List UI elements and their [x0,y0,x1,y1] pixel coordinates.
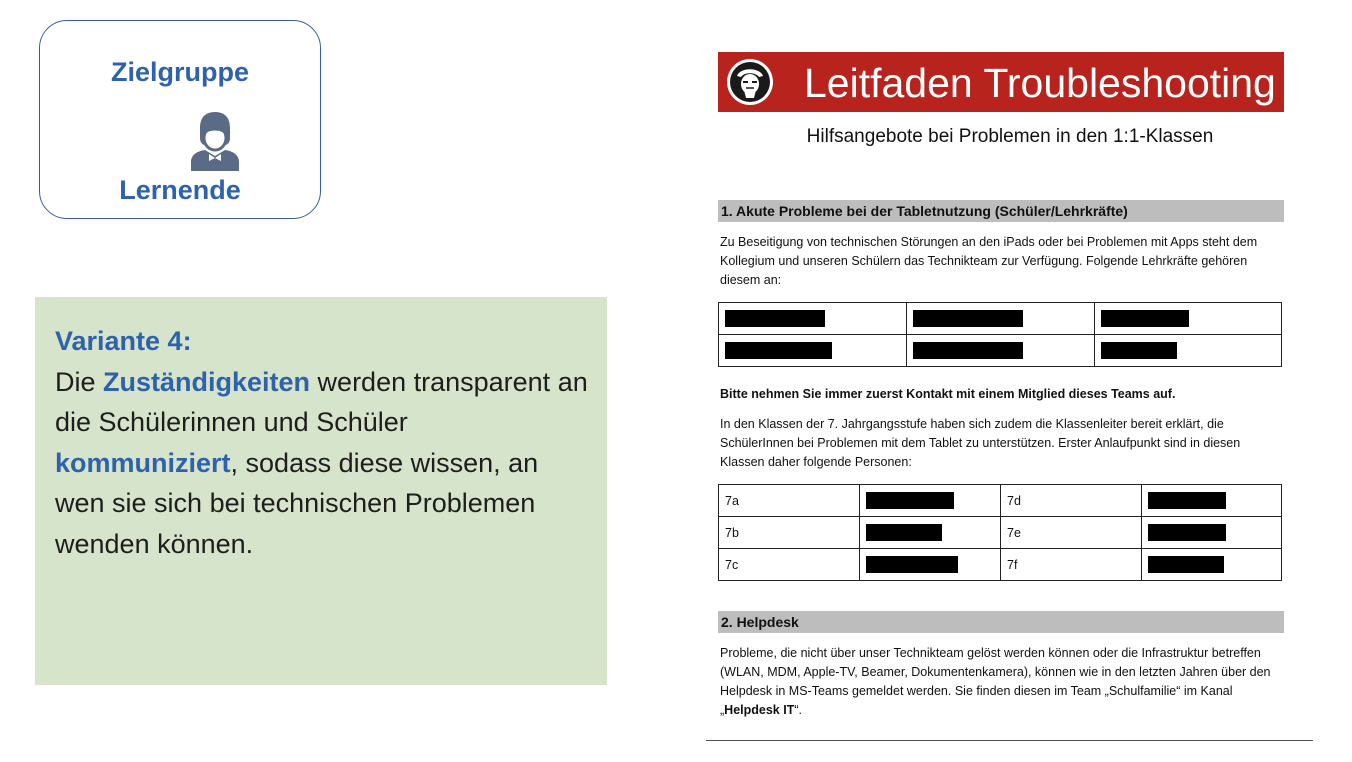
variant-text-segment: Die [55,366,104,397]
redaction-bar [1148,556,1224,573]
person-icon [189,109,241,171]
variant-box [35,297,607,685]
redaction-bar [1148,524,1226,541]
section-heading-2: 2. Helpdesk [718,611,1284,633]
table-row [719,485,1282,517]
redaction-bar [913,310,1023,327]
redaction-bar [866,524,942,541]
class-label: 7a [719,485,860,517]
variant-text-segment: , sodass diese wissen, an wen sie sich bei technischen Problemen wenden können. [55,447,539,559]
class-label: 7b [719,517,860,549]
redaction-bar [1101,342,1177,359]
variant-text-segment: werden transparent an die Schülerinnen und Schüler [55,366,588,437]
table-row [719,549,1282,581]
redaction-bar [725,310,825,327]
class-contacts-table [718,484,1282,581]
tech-team-table [718,302,1282,367]
section-heading-1: 1. Akute Probleme bei der Tabletnutzung (Schüler/Lehrkräfte) [718,200,1284,222]
table-row [719,517,1282,549]
variant-highlight-kommuniziert: kommuniziert [55,447,231,478]
variant-highlight-zustaendigkeiten: Zuständigkeiten [103,366,311,397]
helpdesk-channel: Helpdesk IT [724,703,795,717]
section1-intro: Zu Beseitigung von technischen Störungen an den iPads oder bei Problemen mit Apps steht dem Kollegium und unseren Schülern das Technikteam zur Verfügung. Folgende Lehrkräfte gehören diesem an: [720,235,1258,287]
class-label: 7f [1001,549,1142,581]
logo-icon [726,58,774,106]
variant-text [55,321,595,564]
class-label: 7d [1001,485,1142,517]
document-banner [718,52,1284,112]
target-group-card [39,20,321,219]
class-intro: In den Klassen der 7. Jahrgangsstufe haben sich zudem die Klassenleiter bereit erklärt, die SchülerInnen bei Problemen mit dem Tablet zu unterstützen. Erster Anlaufpunkt sind in diesen Klassen daher folgende Personen: [720,417,1241,469]
helpdesk-text-start: Probleme, die nicht über unser Technikteam gelöst werden können oder die Infrastruktur betreffen (WLAN, MDM, Apple-TV, Beamer, Dokumentenkamera), können wie in den letzten Jahren über den Helpdesk in MS-Teams gemeldet werden. Sie finden diesen im Team „Schulfamilie“ im Kanal „ [720,646,1271,717]
helpdesk-text [720,644,1280,720]
document-excerpt [700,40,1320,745]
class-label: 7c [719,549,860,581]
document-title: Leitfaden Troubleshooting [804,60,1276,106]
redaction-bar [1148,492,1226,509]
redaction-bar [866,556,958,573]
table-row [719,335,1282,367]
target-group-title: Zielgruppe [110,57,249,87]
table-row [719,303,1282,335]
redaction-bar [913,342,1023,359]
redaction-bar [1101,310,1189,327]
variant-title: Variante 4: [55,326,192,356]
target-group-label: Lernende [119,175,241,205]
divider [706,740,1313,741]
helpdesk-text-end: “. [794,703,802,717]
contact-note: Bitte nehmen Sie immer zuerst Kontakt mit einem Mitglied dieses Teams auf. [720,387,1176,401]
document-subtitle: Hilfsangebote bei Problemen in den 1:1-Klassen [806,126,1214,147]
class-label: 7e [1001,517,1142,549]
redaction-bar [725,342,832,359]
redaction-bar [866,492,954,509]
